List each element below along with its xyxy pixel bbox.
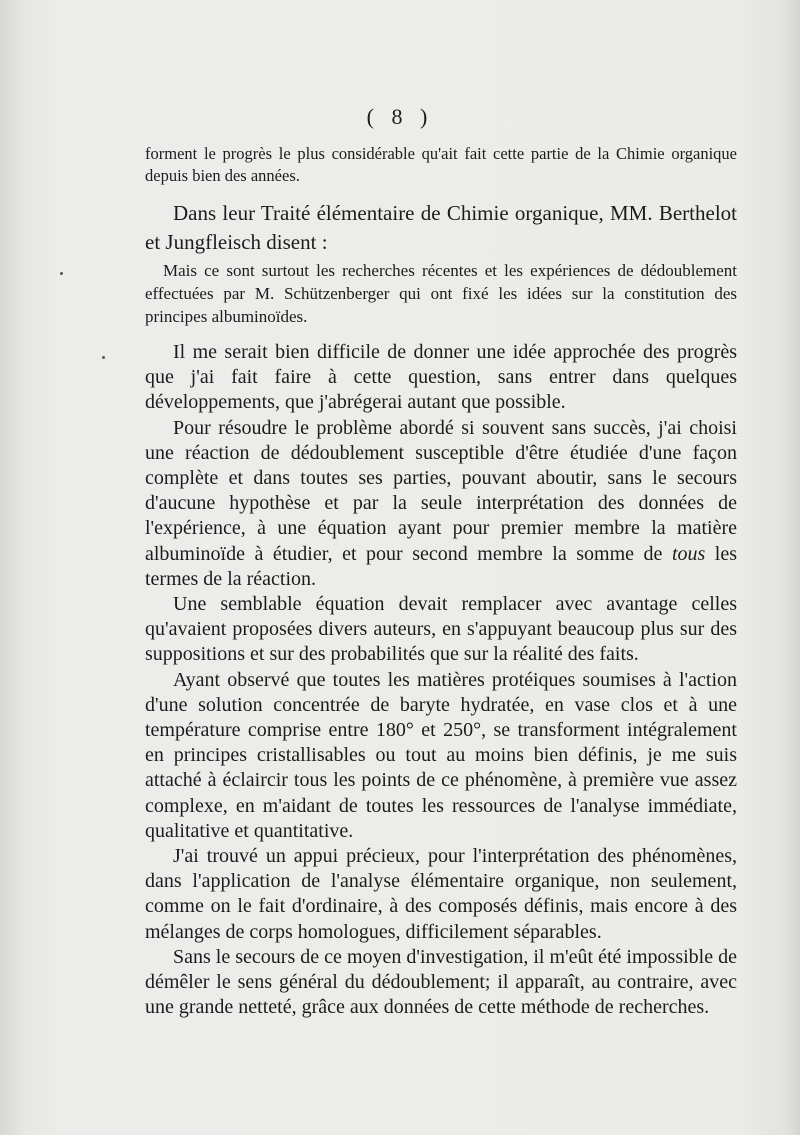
intro-paragraph — [145, 143, 737, 187]
paragraph-2-part-2: les termes de la réaction. — [145, 542, 738, 590]
paragraph-2-emphasis: tous — [671, 542, 706, 565]
scan-speck — [60, 272, 63, 275]
block-quote — [145, 259, 737, 328]
paragraph-1: Il me serait bien difficile de donner une idée approchée des progrès que j'ai fait faire à cette question, sans entrer dans quelques développements, que j'abrégerai autant que possible. — [145, 341, 737, 414]
paragraph-3: Une semblable équation devait remplacer avec avantage celles qu'avaient proposées divers auteurs, en s'appuyant beaucoup plus sur des suppositions et sur des probabilités que sur la réalité des faits. — [145, 593, 737, 666]
body-text — [145, 340, 737, 1020]
paragraph-2-part-1: Pour résoudre le problème abordé si souvent sans succès, j'ai choisi une réaction de dédoublement susceptible d'être étudiée d'une façon complète et dans toutes ses parties, pouvant aboutir, sans le secours d'aucune hypothèse et par la seule interprétation des données de l'expérience, à une équation ayant pour premier membre la matière albuminoïde à étudier, et pour second membre la somme de — [145, 416, 737, 565]
paragraph-4: Ayant observé que toutes les matières protéiques soumises à l'action d'une solution concentrée de baryte hydratée, en vase clos et à une température comprise entre 180° et 250°, se transforment intégralement en principes cristallisables ou tout au moins bien définis, je me suis attaché à éclaircir tous les points de ce phénomène, à première vue assez complexe, en m'aidant de toutes les ressources de l'analyse immédiate, qualitative et quantitative. — [145, 668, 737, 842]
paragraph-5: J'ai trouvé un appui précieux, pour l'interprétation des phénomènes, dans l'application de l'analyse élémentaire organique, non seulement, comme on le fait d'ordinaire, à des composés définis, mais encore à des mélanges de corps homologues, difficilement séparables. — [145, 845, 737, 943]
paragraph-2 — [145, 416, 737, 592]
page-number: ( 8 ) — [366, 104, 434, 129]
citation-intro — [145, 199, 737, 257]
quote-text: Mais ce sont surtout les recherches récentes et les expériences de dédoublement effectuées par M. Schützenberger qui ont fixé les idées sur la constitution des principes albuminoïdes. — [145, 261, 737, 326]
citation-intro-text: Dans leur Traité élémentaire de Chimie organique, MM. Berthelot et Jungfleisch disent : — [145, 201, 737, 254]
paragraph-6: Sans le secours de ce moyen d'investigation, il m'eût été impossible de démêler le sens général du dédoublement; il apparaît, au contraire, avec une grande netteté, grâce aux données de cette méthode de recherches. — [145, 945, 737, 1019]
intro-text: forment le progrès le plus considérable qu'ait fait cette partie de la Chimie organique depuis bien des années. — [145, 144, 737, 185]
scan-speck — [102, 356, 105, 359]
